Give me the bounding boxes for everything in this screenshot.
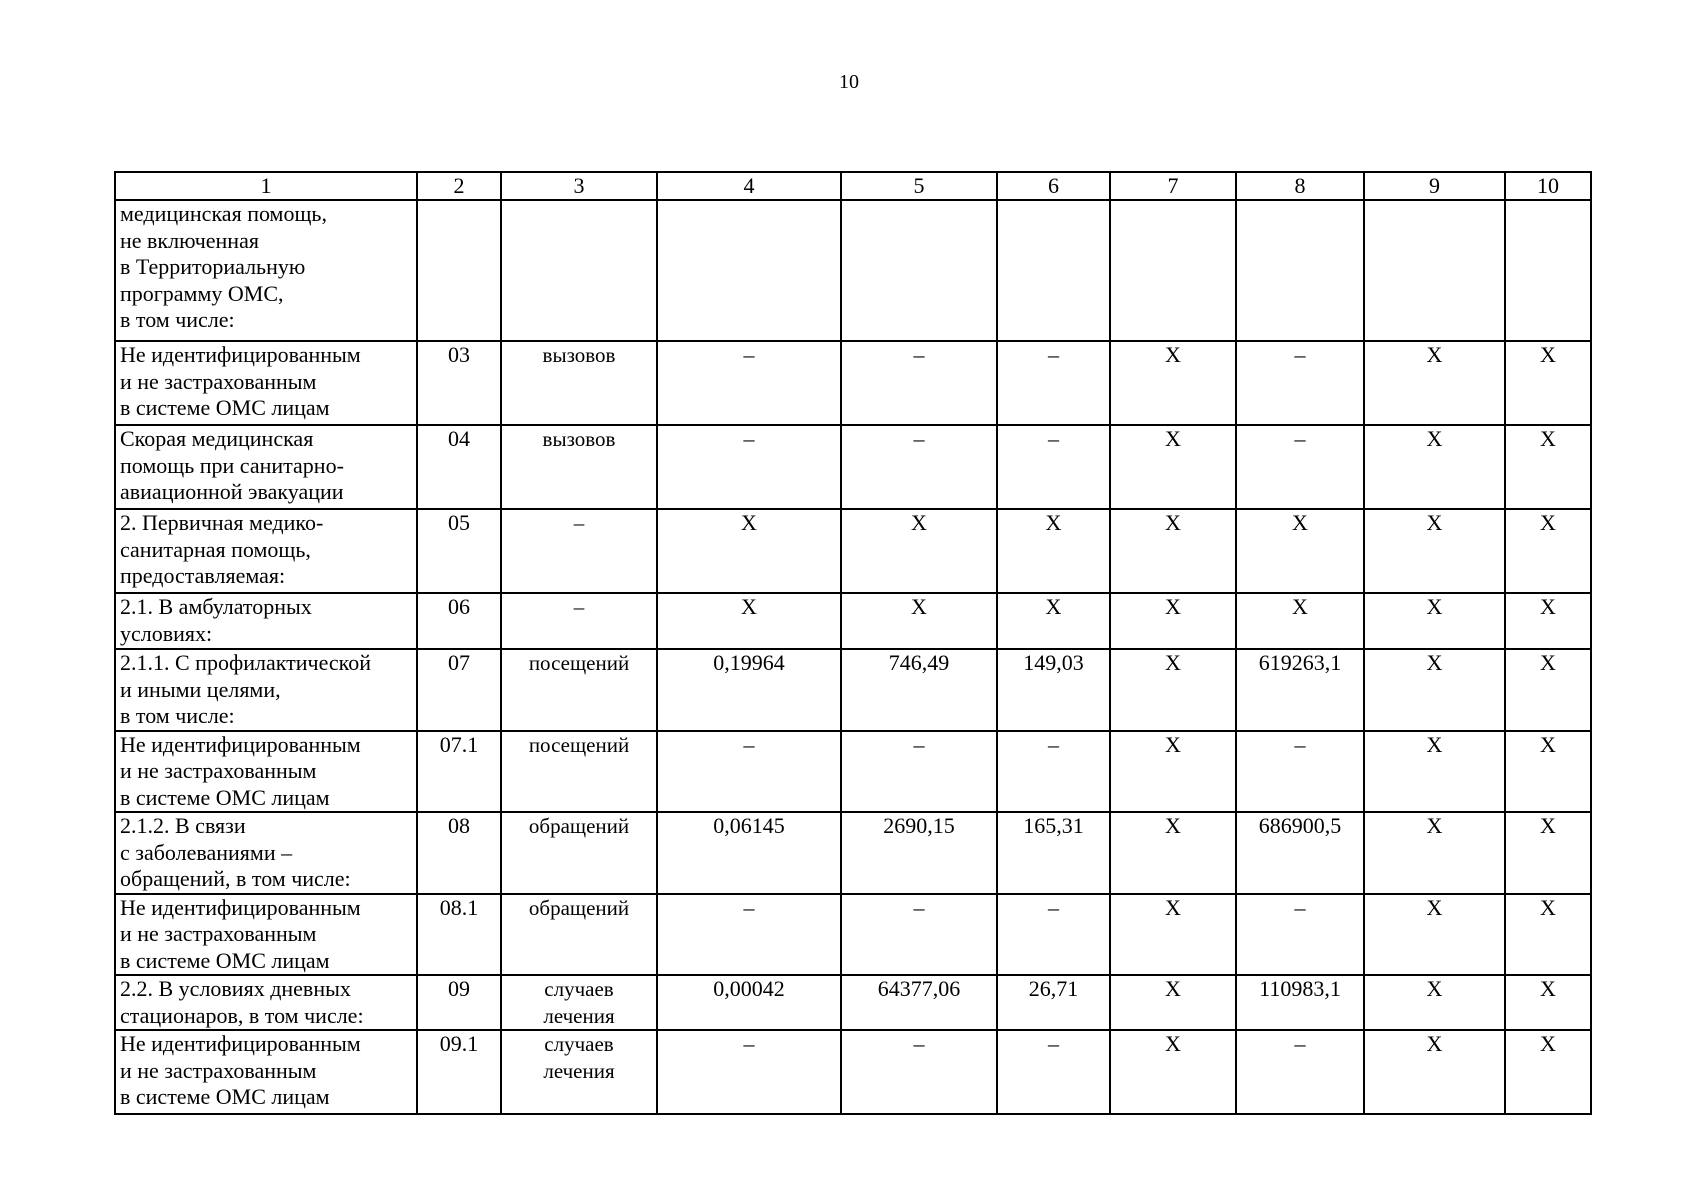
value-cell-v7: X <box>1110 731 1236 813</box>
value-cell-v7: X <box>1110 509 1236 593</box>
column-number: 2 <box>417 172 501 200</box>
row-name-line: 2.2. В условиях дневных <box>120 976 351 1001</box>
value-cell-v6: – <box>997 894 1110 976</box>
value-cell-v5: X <box>841 509 997 593</box>
row-unit-cell <box>501 812 657 894</box>
column-number: 6 <box>997 172 1110 200</box>
value-cell-v8: – <box>1236 894 1364 976</box>
value-cell-v4: 0,00042 <box>657 975 841 1030</box>
page-number: 10 <box>839 71 859 93</box>
value-cell-v9: X <box>1364 812 1505 894</box>
row-unit-cell <box>501 894 657 976</box>
value-cell-v9: X <box>1364 975 1505 1030</box>
row-name-line: и не застрахованным <box>120 368 317 394</box>
value-cell-v6: – <box>997 425 1110 509</box>
row-unit-cell <box>501 341 657 425</box>
row-unit-line: случаев <box>544 977 614 1001</box>
row-unit-cell <box>501 731 657 813</box>
row-name-line: не включенная <box>120 227 259 253</box>
row-code-cell: 08 <box>417 812 501 894</box>
value-cell-v9 <box>1364 200 1505 341</box>
row-code-cell: 08.1 <box>417 894 501 976</box>
row-unit-cell <box>501 975 657 1030</box>
value-cell-v10: X <box>1505 593 1591 649</box>
row-name-cell <box>115 1030 417 1114</box>
row-name-line: и не застрахованным <box>120 758 317 783</box>
row-name-line: в Территориальную <box>120 254 306 279</box>
value-cell-v9: X <box>1364 649 1505 731</box>
value-cell-v7: X <box>1110 894 1236 976</box>
value-cell-v10: X <box>1505 425 1591 509</box>
value-cell-v4: 0,19964 <box>657 649 841 731</box>
row-name-line: предоставляемая: <box>120 563 286 588</box>
value-cell-v8: – <box>1236 425 1364 509</box>
row-unit-cell <box>501 593 657 649</box>
value-cell-v4: – <box>657 894 841 976</box>
value-cell-v8: – <box>1236 1030 1364 1114</box>
row-name-cell <box>115 509 417 593</box>
value-cell-v5: 64377,06 <box>841 975 997 1030</box>
row-name-line: в системе ОМС лицам <box>120 395 330 420</box>
row-unit-line: вызовов <box>542 343 616 367</box>
column-number: 3 <box>501 172 657 200</box>
row-name-cell <box>115 200 417 341</box>
value-cell-v6: 165,31 <box>997 812 1110 894</box>
column-number: 1 <box>115 172 417 200</box>
value-cell-v6: – <box>997 1030 1110 1114</box>
value-cell-v9: X <box>1364 894 1505 976</box>
row-name-cell <box>115 425 417 509</box>
value-cell-v4: – <box>657 731 841 813</box>
row-name-cell <box>115 731 417 813</box>
row-code-cell: 09.1 <box>417 1030 501 1114</box>
row-name-line: в том числе: <box>120 703 235 728</box>
value-cell-v7: X <box>1110 975 1236 1030</box>
value-cell-v5 <box>841 200 997 341</box>
value-cell-v9: X <box>1364 1030 1505 1114</box>
row-name-cell <box>115 341 417 425</box>
table-row <box>115 593 1591 649</box>
value-cell-v4: X <box>657 593 841 649</box>
row-code-cell: 03 <box>417 341 501 425</box>
row-name-line: и не застрахованным <box>120 921 317 946</box>
column-number: 5 <box>841 172 997 200</box>
table-row <box>115 341 1591 425</box>
value-cell-v10: X <box>1505 509 1591 593</box>
column-number: 8 <box>1236 172 1364 200</box>
row-unit-line: лечения <box>543 1003 615 1028</box>
row-unit-line: обращений <box>528 814 630 838</box>
row-name-line: Не идентифицированным <box>120 1031 361 1056</box>
value-cell-v10: X <box>1505 731 1591 813</box>
table-row <box>115 425 1591 509</box>
column-number: 7 <box>1110 172 1236 200</box>
row-name-line: и иными целями, <box>120 676 281 702</box>
value-cell-v9: X <box>1364 593 1505 649</box>
row-unit-cell <box>501 425 657 509</box>
row-code-cell: 04 <box>417 425 501 509</box>
value-cell-v7: X <box>1110 341 1236 425</box>
value-cell-v8: 686900,5 <box>1236 812 1364 894</box>
value-cell-v6: 149,03 <box>997 649 1110 731</box>
value-cell-v5: – <box>841 894 997 976</box>
row-unit-line: случаев <box>544 1032 614 1056</box>
table-body <box>115 172 1591 1114</box>
value-cell-v5: – <box>841 425 997 509</box>
value-cell-v8: X <box>1236 593 1364 649</box>
value-cell-v5: 746,49 <box>841 649 997 731</box>
table-row <box>115 649 1591 731</box>
data-table <box>114 171 1592 1115</box>
row-name-line: Не идентифицированным <box>120 342 361 367</box>
column-number: 9 <box>1364 172 1505 200</box>
row-name-line: в системе ОМС лицам <box>120 1084 330 1109</box>
value-cell-v7: X <box>1110 425 1236 509</box>
value-cell-v5: 2690,15 <box>841 812 997 894</box>
row-name-cell <box>115 593 417 649</box>
value-cell-v7: X <box>1110 1030 1236 1114</box>
row-unit-line: посещений <box>528 651 630 675</box>
value-cell-v8: – <box>1236 341 1364 425</box>
value-cell-v6: X <box>997 509 1110 593</box>
row-name-line: в системе ОМС лицам <box>120 784 330 810</box>
value-cell-v5: – <box>841 341 997 425</box>
value-cell-v6 <box>997 200 1110 341</box>
table-row <box>115 894 1591 976</box>
value-cell-v8 <box>1236 200 1364 341</box>
row-unit-cell <box>501 200 657 341</box>
value-cell-v10: X <box>1505 649 1591 731</box>
value-cell-v5: – <box>841 731 997 813</box>
value-cell-v4 <box>657 200 841 341</box>
value-cell-v5: X <box>841 593 997 649</box>
row-code-cell: 07.1 <box>417 731 501 813</box>
row-unit-line: – <box>573 595 585 619</box>
value-cell-v10 <box>1505 200 1591 341</box>
row-unit-line: посещений <box>528 732 630 757</box>
value-cell-v7: X <box>1110 812 1236 894</box>
row-name-line: медицинская помощь, <box>120 201 327 226</box>
value-cell-v6: X <box>997 593 1110 649</box>
table-row <box>115 509 1591 593</box>
table-row <box>115 975 1591 1030</box>
row-name-line: с заболеваниями – <box>120 839 293 865</box>
row-name-line: обращений, в том числе: <box>120 866 351 891</box>
row-code-cell: 09 <box>417 975 501 1030</box>
value-cell-v4: 0,06145 <box>657 812 841 894</box>
row-name-cell <box>115 975 417 1030</box>
column-number-row <box>115 172 1591 200</box>
value-cell-v8: 110983,1 <box>1236 975 1364 1030</box>
value-cell-v9: X <box>1364 731 1505 813</box>
row-name-cell <box>115 894 417 976</box>
value-cell-v4: – <box>657 341 841 425</box>
value-cell-v7: X <box>1110 593 1236 649</box>
row-code-cell <box>417 200 501 341</box>
row-name-line: в системе ОМС лицам <box>120 947 330 973</box>
value-cell-v10: X <box>1505 341 1591 425</box>
value-cell-v10: X <box>1505 812 1591 894</box>
row-name-line: 2.1.2. В связи <box>120 813 246 838</box>
row-name-line: и не застрахованным <box>120 1057 317 1083</box>
row-unit-line: лечения <box>543 1058 615 1083</box>
row-code-cell: 05 <box>417 509 501 593</box>
row-unit-line: – <box>573 511 585 535</box>
value-cell-v10: X <box>1505 975 1591 1030</box>
row-name-line: стационаров, в том числе: <box>120 1002 364 1028</box>
row-name-line: условиях: <box>120 620 213 646</box>
value-cell-v9: X <box>1364 425 1505 509</box>
value-cell-v7 <box>1110 200 1236 341</box>
value-cell-v6: – <box>997 731 1110 813</box>
value-cell-v10: X <box>1505 1030 1591 1114</box>
row-unit-line: обращений <box>528 895 630 920</box>
table-row <box>115 731 1591 813</box>
row-name-line: программу ОМС, <box>120 280 284 306</box>
value-cell-v5: – <box>841 1030 997 1114</box>
row-name-cell <box>115 649 417 731</box>
row-code-cell: 06 <box>417 593 501 649</box>
row-name-line: 2. Первичная медико- <box>120 510 324 535</box>
value-cell-v9: X <box>1364 509 1505 593</box>
row-name-line: Не идентифицированным <box>120 731 361 757</box>
row-name-line: санитарная помощь, <box>120 536 311 562</box>
row-name-line: в том числе: <box>120 307 235 332</box>
table-row <box>115 1030 1591 1114</box>
column-number: 10 <box>1505 172 1591 200</box>
value-cell-v4: – <box>657 425 841 509</box>
row-name-line: Скорая медицинская <box>120 426 314 451</box>
value-cell-v8: X <box>1236 509 1364 593</box>
row-name-line: авиационной эвакуации <box>120 479 344 504</box>
value-cell-v6: – <box>997 341 1110 425</box>
column-number: 4 <box>657 172 841 200</box>
value-cell-v9: X <box>1364 341 1505 425</box>
value-cell-v7: X <box>1110 649 1236 731</box>
row-name-line: помощь при санитарно- <box>120 452 344 478</box>
value-cell-v6: 26,71 <box>997 975 1110 1030</box>
value-cell-v8: 619263,1 <box>1236 649 1364 731</box>
row-name-line: 2.1. В амбулаторных <box>120 594 312 619</box>
row-unit-cell <box>501 509 657 593</box>
value-cell-v10: X <box>1505 894 1591 976</box>
value-cell-v4: – <box>657 1030 841 1114</box>
row-code-cell: 07 <box>417 649 501 731</box>
value-cell-v4: X <box>657 509 841 593</box>
table-row <box>115 812 1591 894</box>
row-unit-line: вызовов <box>542 427 616 451</box>
row-name-line: 2.1.1. С профилактической <box>120 650 371 675</box>
row-name-cell <box>115 812 417 894</box>
row-name-line: Не идентифицированным <box>120 894 361 920</box>
table-row <box>115 200 1591 341</box>
value-cell-v8: – <box>1236 731 1364 813</box>
row-unit-cell <box>501 649 657 731</box>
row-unit-cell <box>501 1030 657 1114</box>
